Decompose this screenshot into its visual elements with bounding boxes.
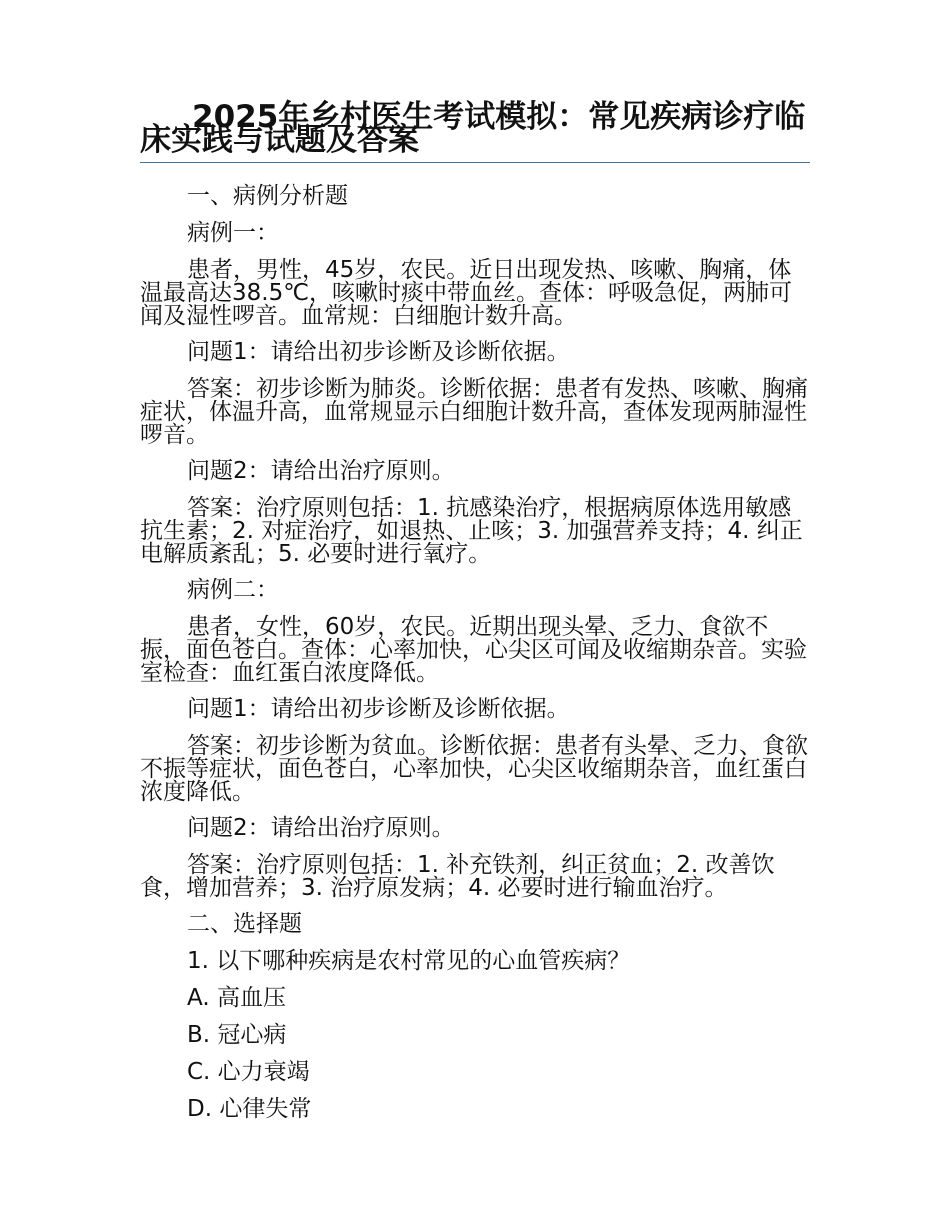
title-divider bbox=[140, 162, 810, 163]
mcq1-option-c: C. 心力衰竭 bbox=[187, 1059, 310, 1085]
mcq1-option-d: D. 心律失常 bbox=[187, 1096, 312, 1122]
document-title: 2025年乡村医生考试模拟：常见疾病诊疗临床实践与试题及答案 bbox=[140, 99, 806, 158]
case1-question1: 问题1：请给出初步诊断及诊断依据。 bbox=[187, 339, 570, 365]
mcq1-question: 1. 以下哪种疾病是农村常见的心血管疾病？ bbox=[187, 948, 631, 974]
case1-description: 患者，男性，45岁，农民。近日出现发热、咳嗽、胸痛，体温最高达38.5℃，咳嗽时痰中带血丝。查体：呼吸急促，两肺可闻及湿性啰音。血常规：白细胞计数升高。 bbox=[140, 257, 793, 329]
section-heading-case-analysis: 一、病例分析题 bbox=[187, 183, 348, 209]
case2-answer2: 答案：治疗原则包括：1. 补充铁剂，纠正贫血；2. 改善饮食，增加营养；3. 治疗原发病；4. 必要时进行输血治疗。 bbox=[140, 852, 775, 901]
case2-question1: 问题1：请给出初步诊断及诊断依据。 bbox=[187, 696, 570, 722]
case2-description: 患者，女性，60岁，农民。近期出现头晕、乏力、食欲不振，面色苍白。查体：心率加快，心尖区可闻及收缩期杂音。实验室检查：血红蛋白浓度降低。 bbox=[140, 614, 807, 686]
case1-answer2: 答案：治疗原则包括：1. 抗感染治疗，根据病原体选用敏感抗生素；2. 对症治疗，如退热、止咳；3. 加强营养支持；4. 纠正电解质紊乱；5. 必要时进行氧疗。 bbox=[140, 495, 803, 567]
case1-label: 病例一： bbox=[187, 220, 279, 246]
mcq1-option-a: A. 高血压 bbox=[187, 985, 286, 1011]
section-heading-multiple-choice: 二、选择题 bbox=[187, 911, 302, 937]
case2-question2: 问题2：请给出治疗原则。 bbox=[187, 815, 455, 841]
document-body bbox=[140, 178, 810, 1128]
mcq1-option-b: B. 冠心病 bbox=[187, 1022, 287, 1048]
case2-answer1: 答案：初步诊断为贫血。诊断依据：患者有头晕、乏力、食欲不振等症状，面色苍白，心率加快，心尖区收缩期杂音，血红蛋白浓度降低。 bbox=[140, 733, 808, 805]
case1-answer1: 答案：初步诊断为肺炎。诊断依据：患者有发热、咳嗽、胸痛症状，体温升高，血常规显示白细胞计数升高，查体发现两肺湿性啰音。 bbox=[140, 376, 808, 448]
case1-question2: 问题2：请给出治疗原则。 bbox=[187, 458, 455, 484]
case2-label: 病例二： bbox=[187, 577, 279, 603]
